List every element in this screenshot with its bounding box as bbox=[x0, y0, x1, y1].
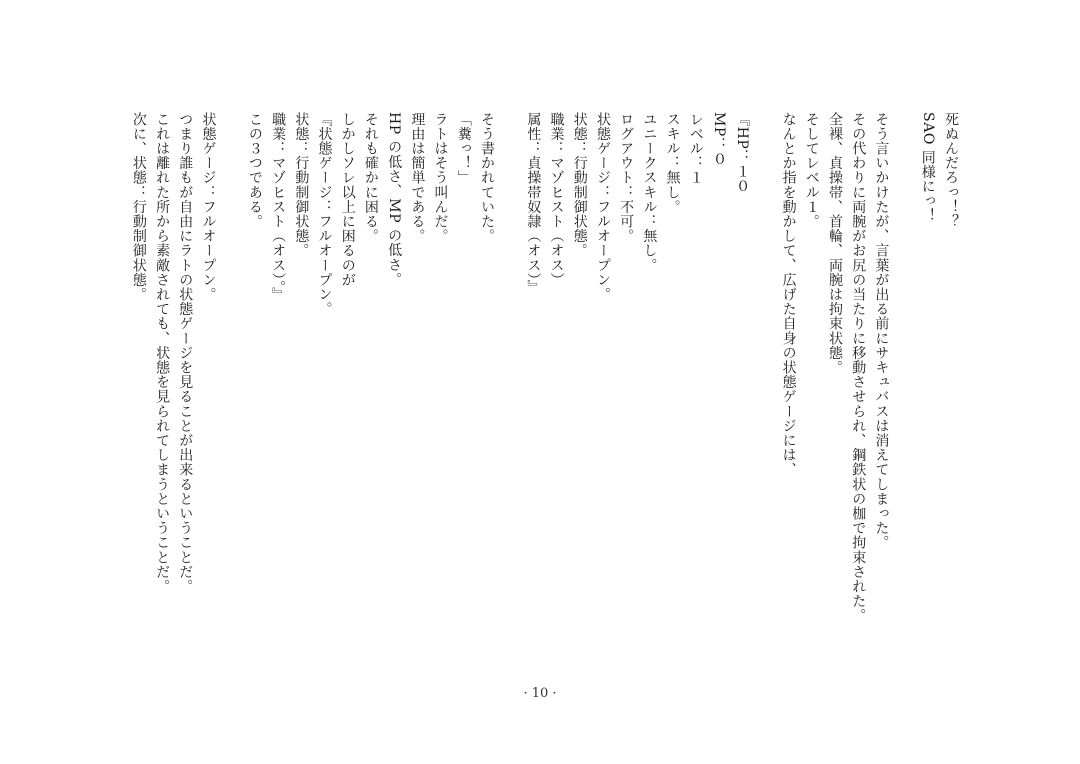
blank-line bbox=[498, 112, 521, 113]
text-line: しかしソレ以上に困るのが bbox=[339, 112, 356, 288]
text-line: それも確かに困る。 bbox=[362, 112, 379, 244]
text-line: 状態：行動制御状態。 bbox=[293, 112, 310, 258]
text-line: 理由は簡単である。 bbox=[409, 112, 426, 244]
page-number: · 10 · bbox=[523, 686, 557, 701]
text-line: そう言いかけたが、言葉が出る前にサキュバスは消えてしまった。 bbox=[873, 112, 890, 550]
text-line: 属性：貞操帯奴隷（オス）』 bbox=[525, 112, 542, 295]
text-line: 職業：マゾヒスト（オス） bbox=[548, 112, 565, 288]
text-line: 状態ゲージ：フルオープン。 bbox=[200, 112, 217, 302]
text-line: そう書かれていた。 bbox=[478, 112, 495, 244]
blank-line bbox=[753, 112, 776, 113]
text-line: 状態ゲージ：フルオープン。 bbox=[594, 112, 611, 302]
text-line: そしてレベル１。 bbox=[803, 112, 820, 229]
text-line: なんとか指を動かして、広げた自身の状態ゲージには、 bbox=[780, 112, 797, 477]
text-line: 状態：行動制御状態。 bbox=[571, 112, 588, 258]
text-line: 『状態ゲージ：フルオープン。 bbox=[316, 112, 333, 317]
text-line: つまり誰もが自由にラトの状態ゲージを見ることが出来るということだ。 bbox=[177, 112, 194, 594]
text-line: 職業：マゾヒスト（オス）。』 bbox=[270, 112, 287, 303]
text-line: レベル：１ bbox=[687, 112, 704, 185]
text-line: その代わりに両腕がお尻の当たりに移動させられ、鋼鉄状の枷で拘束された。 bbox=[850, 112, 867, 623]
text-line: ラトはそう叫んだ。 bbox=[432, 112, 449, 244]
blank-line bbox=[220, 112, 243, 113]
blank-line bbox=[892, 112, 915, 113]
text-line: スキル：無し。 bbox=[664, 112, 681, 215]
text-line: HP の低さ、MP の低さ。 bbox=[386, 112, 403, 287]
text-line: 「糞っ！」 bbox=[455, 112, 472, 185]
text-line: MP：０ bbox=[710, 112, 727, 167]
text-line: これは離れた所から素敵されても、状態を見られてしまうということだ。 bbox=[154, 112, 171, 594]
text-line: SAO 同様にっ！ bbox=[919, 112, 936, 224]
text-line: 次に、状態：行動制御状態。 bbox=[130, 112, 147, 302]
text-line: 死ぬんだろっ！？ bbox=[943, 112, 959, 229]
vertical-body-text bbox=[127, 112, 962, 632]
text-line: 『HP：１０ bbox=[734, 112, 751, 194]
text-line: 全裸、貞操帯、首輪、両腕は拘束状態。 bbox=[826, 112, 843, 375]
text-line: この３つである。 bbox=[246, 112, 263, 229]
text-line: ユニークスキル：無し。 bbox=[641, 112, 658, 273]
text-line: ログアウト：不可。 bbox=[618, 112, 635, 244]
